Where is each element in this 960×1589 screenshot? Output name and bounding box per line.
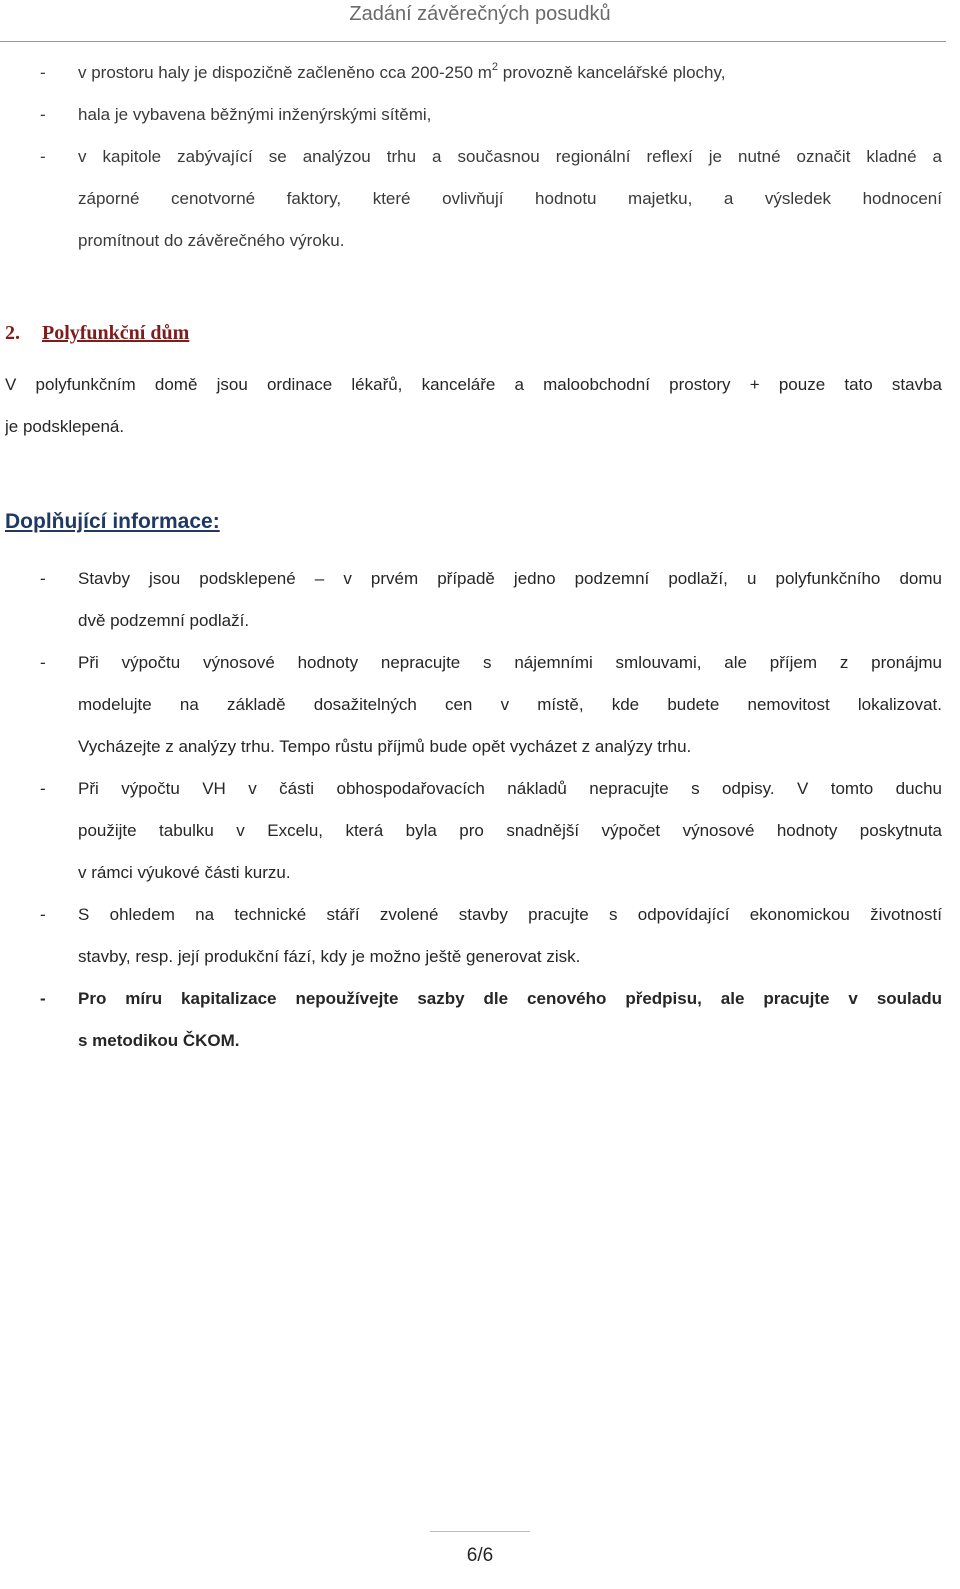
page-content — [0, 52, 960, 1062]
list-item-line: použijte tabulku v Excelu, která byla pro snadnější výpočet výnosové hodnoty poskytnuta — [78, 821, 942, 840]
list-item-line: hala je vybavena běžnými inženýrskými sítěmi, — [78, 105, 432, 124]
list-item-text: provozně kancelářské plochy, — [498, 63, 726, 82]
list-item-line: dvě podzemní podlaží. — [78, 611, 250, 630]
list-bullet: - — [40, 779, 46, 798]
list-item — [0, 136, 942, 262]
list-bullet: - — [40, 569, 46, 588]
list-item — [0, 94, 942, 136]
list-item — [0, 768, 942, 894]
list-item — [0, 52, 942, 94]
list-item-line: Vycházejte z analýzy trhu. Tempo růstu příjmů bude opět vycházet z analýzy trhu. — [78, 737, 692, 756]
list-bullet: - — [40, 147, 46, 166]
list-bullet: - — [40, 905, 46, 924]
section-number: 2. — [5, 322, 20, 344]
list-item-line: modelujte na základě dosažitelných cen v místě, kde budete nemovitost lokalizovat. — [78, 695, 942, 714]
page-number: 6/6 — [466, 1545, 494, 1566]
list-item-line: Stavby jsou podsklepené – v prvém případě jedno podzemní podlaží, u polyfunkčního domu — [78, 569, 942, 588]
header-divider — [0, 41, 946, 42]
page-header-title: Zadání závěrečných posudků — [349, 3, 611, 25]
list-item-line: S ohledem na technické stáří zvolené stavby pracujte s odpovídající ekonomickou životností — [78, 905, 942, 924]
list-item-line: v rámci výukové části kurzu. — [78, 863, 291, 882]
list-item-line: promítnout do závěrečného výroku. — [78, 231, 345, 250]
list-item-line — [78, 52, 942, 94]
intro-list — [0, 52, 960, 262]
paragraph-line: je podsklepená. — [5, 417, 125, 436]
list-item-text: v prostoru haly je dispozičně začleněno cca 200-250 m — [78, 63, 492, 82]
list-bullet: - — [40, 105, 46, 124]
section-paragraph — [0, 364, 942, 448]
list-item — [0, 642, 942, 768]
list-bullet: - — [40, 989, 46, 1008]
section-heading — [0, 312, 960, 354]
paragraph-line: V polyfunkčním domě jsou ordinace lékařů, kanceláře a maloobchodní prostory + pouze tato stavba — [5, 375, 942, 394]
footer-divider — [430, 1531, 530, 1532]
superscript: 2 — [491, 61, 499, 73]
list-item-line: Pro míru kapitalizace nepoužívejte sazby dle cenového předpisu, ale pracujte v souladu — [78, 989, 942, 1008]
list-item — [0, 558, 942, 642]
section-title: Polyfunkční dům — [42, 322, 190, 344]
list-item-line: Při výpočtu výnosové hodnoty nepracujte s nájemními smlouvami, ale příjem z pronájmu — [78, 653, 942, 672]
list-item-line: s metodikou ČKOM. — [78, 1031, 240, 1050]
list-item-line: záporné cenotvorné faktory, které ovlivňují hodnotu majetku, a výsledek hodnocení — [78, 189, 942, 208]
list-item-line: Při výpočtu VH v části obhospodařovacích nákladů nepracujte s odpisy. V tomto duchu — [78, 779, 942, 798]
list-item-line: v kapitole zabývající se analýzou trhu a současnou regionální reflexí je nutné označit kladné a — [78, 147, 942, 166]
additional-info-list — [0, 558, 960, 1062]
list-bullet: - — [40, 653, 46, 672]
additional-info-heading: Doplňující informace: — [5, 510, 220, 533]
list-item — [0, 894, 942, 978]
list-item-emphasized — [0, 978, 942, 1062]
list-bullet: - — [40, 63, 46, 82]
list-item-line: stavby, resp. její produkční fází, kdy je možno ještě generovat zisk. — [78, 947, 581, 966]
